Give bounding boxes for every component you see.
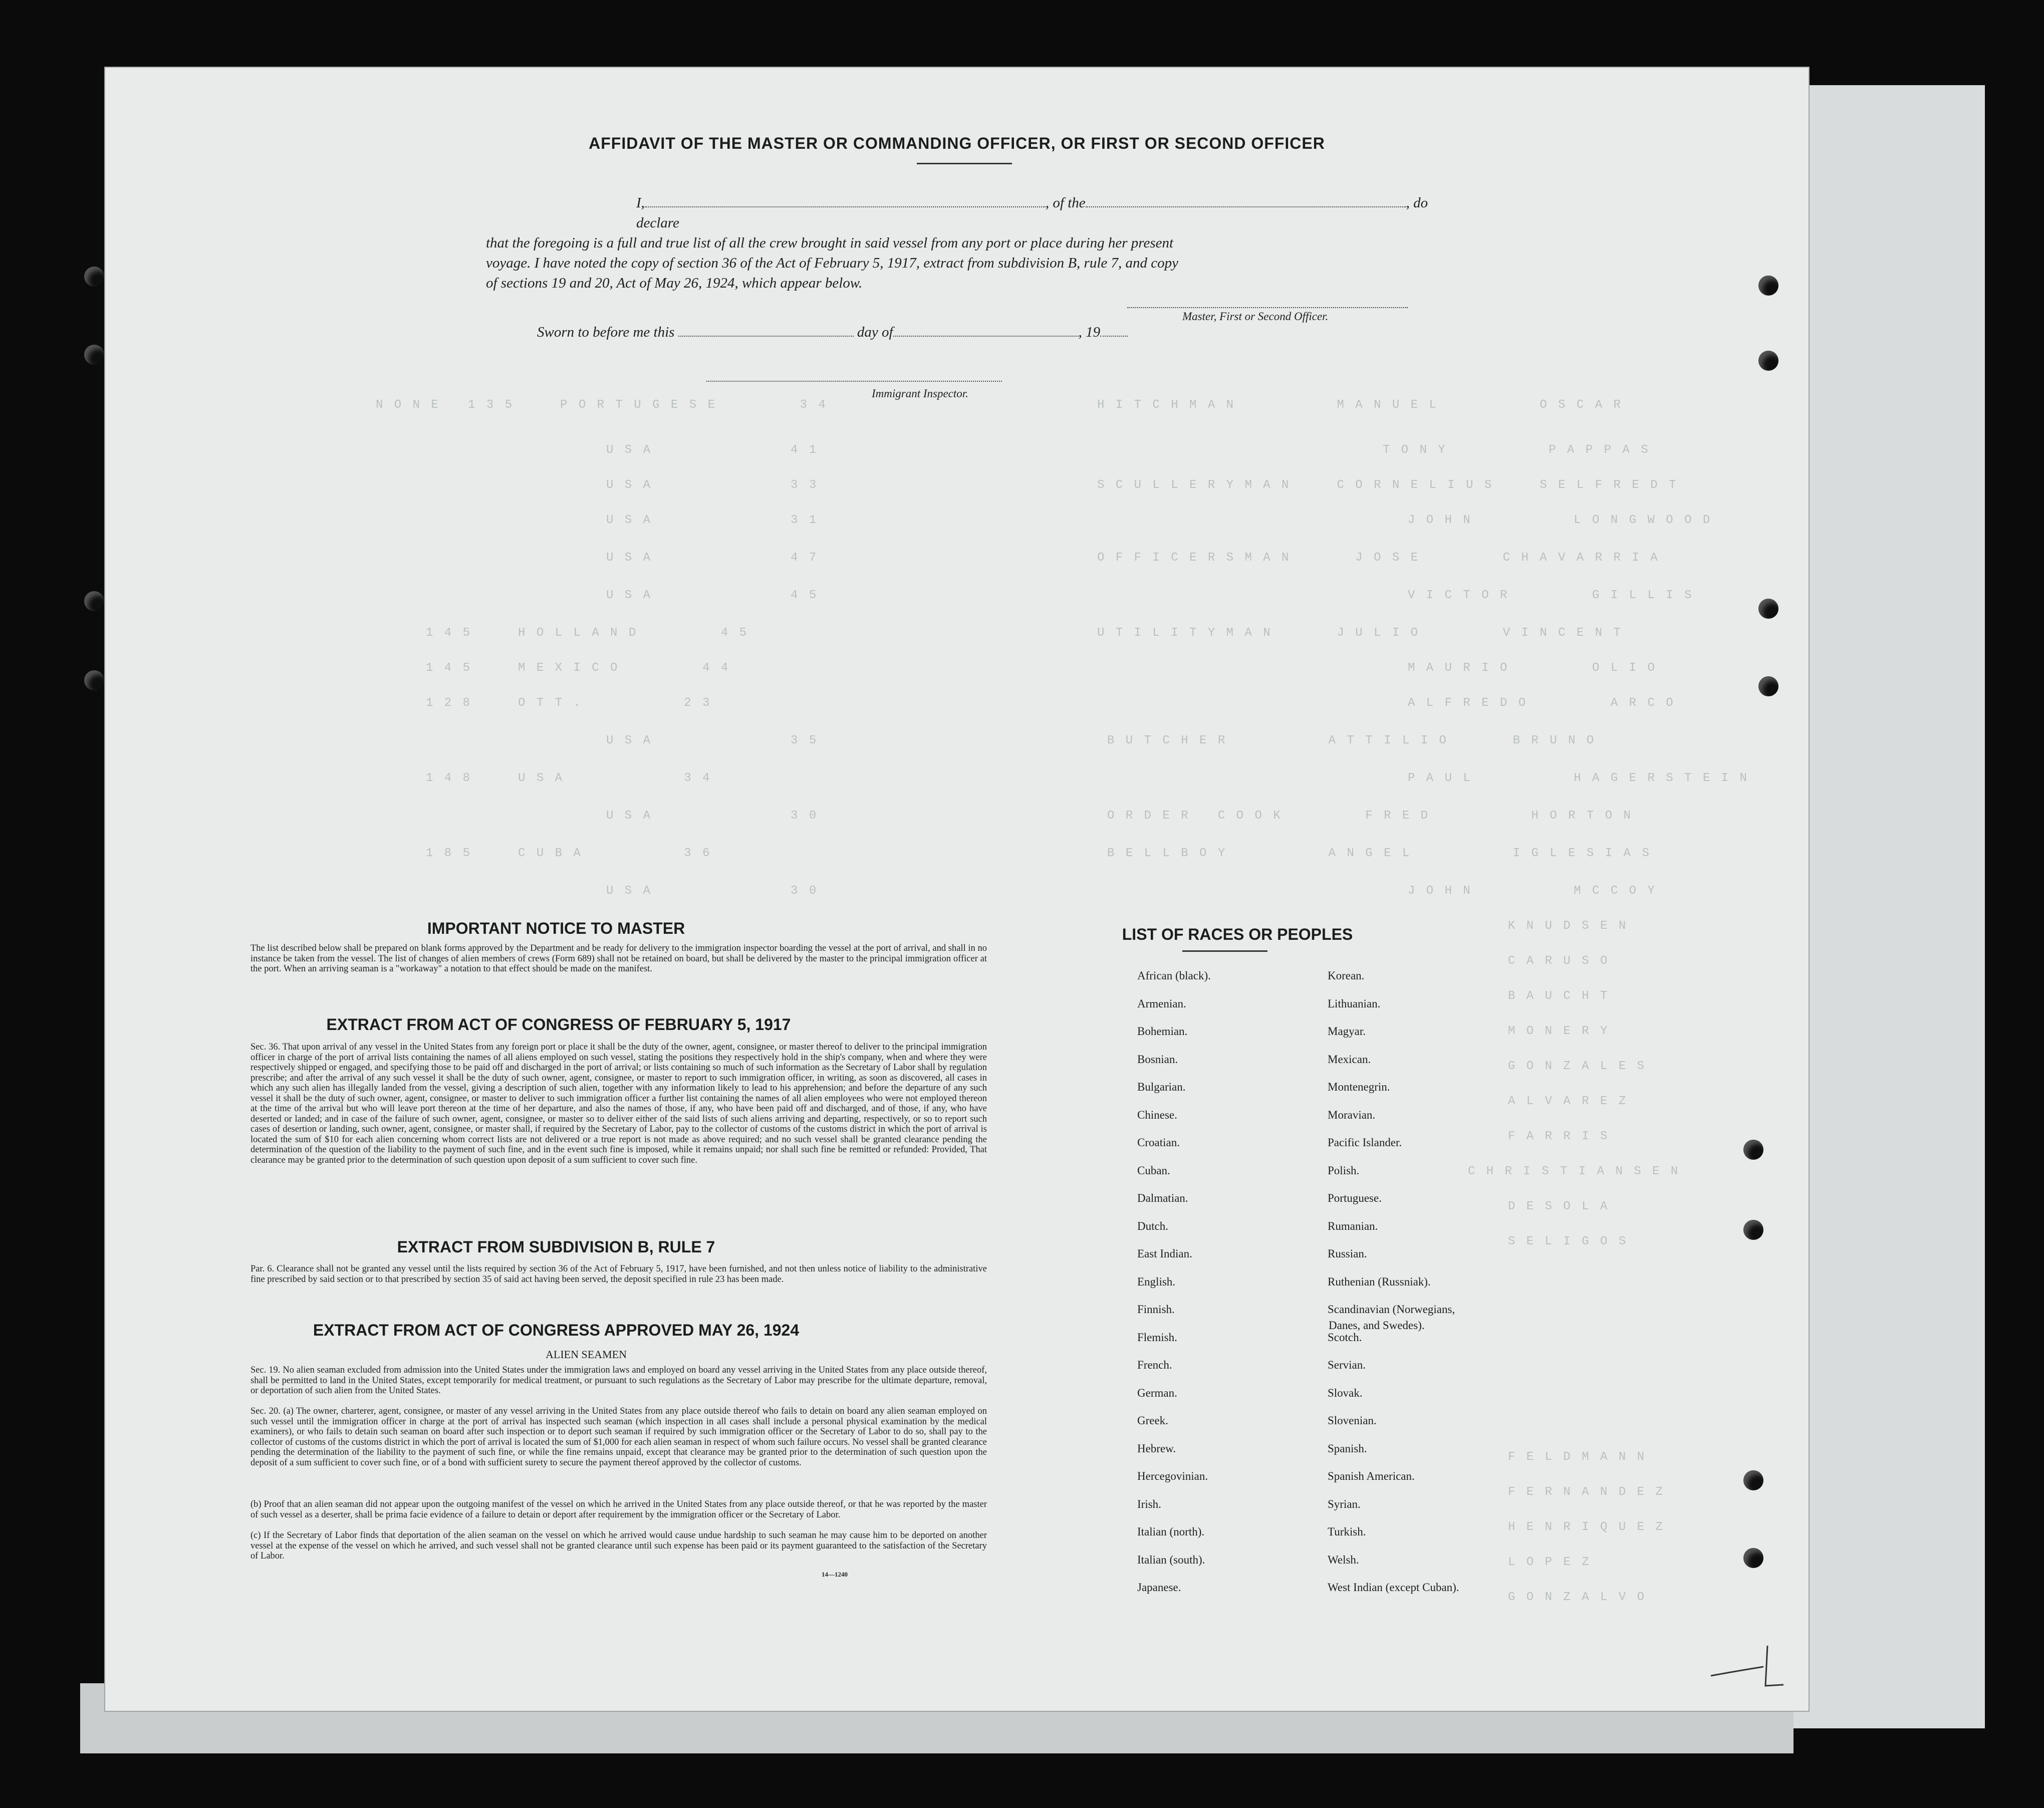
bleed-through-row: H E N R I Q U E Z [1508,1520,1665,1534]
bleed-through-row: U S A 3 3 [606,478,819,492]
sec-20c-text: (c) If the Secretary of Labor finds that deportation of the alien seaman on the vessel on which he arrived would cause undue hardship to such seaman he may cause him to be deported on another vessel at the expense of the vessel on which he arrived, and such vessel shall not be granted clearance until such expense has been paid or its payment guaranteed to the satisfaction of the Secretary of Labor. [250,1530,987,1561]
race-item: East Indian. [1137,1247,1192,1260]
page-hole-3 [1758,599,1778,619]
race-item: Slovak. [1328,1386,1363,1399]
sworn-month-blank[interactable] [893,326,1079,337]
race-item: Cuban. [1137,1164,1170,1177]
bleed-through-row: 1 4 8 U S A 3 4 [426,771,712,785]
page-hole-6 [1743,1220,1763,1240]
race-item: Scotch. [1328,1331,1362,1344]
bleed-through-row: H I T C H M A N M A N U E L O S C A R [1097,398,1623,412]
subdivision-b-text: Par. 6. Clearance shall not be granted any vessel until the lists required by section 36 of the Act of February 5, 1917, have been furnished, and not then unless notice of liability to the administrative fine prescribed by said section or to that prescribed by section 35 of said act having been served, the deposit specified in rule 23 has been made. [250,1264,987,1284]
notice-title: IMPORTANT NOTICE TO MASTER [427,919,685,937]
race-item: Mexican. [1328,1053,1371,1066]
bleed-through-row: U S A 3 1 [606,513,819,527]
bleed-through-row: L O P E Z [1508,1556,1591,1569]
binder-hole-1 [84,267,104,287]
race-item: Ruthenian (Russniak). [1328,1275,1431,1288]
sworn-day-blank[interactable] [678,326,854,337]
bleed-through-row: V I C T O R G I L L I S [1408,589,1694,602]
bleed-through-row: 1 4 5 H O L L A N D 4 5 [426,626,749,640]
race-item: Flemish. [1137,1331,1177,1344]
alien-seamen-subtitle: ALIEN SEAMEN [546,1348,627,1361]
bleed-through-row: O R D E R C O O K F R E D H O R T O N [1107,809,1633,823]
affidavit-line-2: that the foregoing is a full and true list of all the crew brought in said vessel from any port or place during her present [486,235,1174,251]
race-item: Dalmatian. [1137,1192,1188,1204]
bleed-through-row: P A U L H A G E R S T E I N [1408,771,1749,785]
race-item: Russian. [1328,1247,1367,1260]
bleed-through-row: J O H N M C C O Y [1408,884,1657,898]
race-item: English. [1137,1275,1176,1288]
bleed-through-row: K N U D S E N [1508,919,1628,933]
bleed-through-row: C H R I S T I A N S E N [1468,1165,1680,1178]
race-item: Italian (south). [1137,1553,1205,1566]
bleed-through-row: C A R U S O [1508,954,1610,968]
race-item: Finnish. [1137,1303,1175,1316]
race-item: Bohemian. [1137,1025,1188,1038]
extract-1917-text: Sec. 36. That upon arrival of any vessel in the United States from any foreign port or place it shall be the duty of the owner, agent, consignee, or master thereof to deliver to the principal immigration officer in charge of the port of arrival lists containing the names of all aliens employed on such vessel, stating the positions they respectively hold in the ship's company, when and where they were respectively shipped or engaged, and specifying those to be paid off and discharged in the port of arrival; or lists containing so much of such information as the Secretary of Labor shall by regulation prescribe; and after the arrival of any such vessel it shall be the duty of such owner, agent, consignee, or master to report to such immigration officer, in writing, as soon as discovered, all cases in which any such alien has illegally landed from the vessel, giving a description of such alien, together with any information likely to lead to his apprehension; and before the departure of any such vessel it shall be the duty of such owner, agent, consignee, or master to deliver to such immigration officer a further list containing the names of all alien employees who were not employed thereon at the time of the arrival but who will leave port thereon at the time of her departure, and also the names of those, if any, who have been paid off and discharged, and of those, if any, who have deserted or landed; and in case of the failure of such owner, agent, consignee, or master so to deliver either of the said lists of such aliens arriving and departing, respectively, or so to report such cases of desertion or landing, such owner, agent, consignee, or master shall, if required by the Secretary of Labor, pay to the collector of customs of the customs district in which the port of arrival is located the sum of $10 for each alien concerning whom correct lists are not delivered or a true report is not made as above required; and no such vessel shall be granted clearance pending the determination of the question of the liability to the payment of such fine, and in the event such fine is imposed, while it remains unpaid; nor shall such fine be remitted or refunded: Provided, That clearance may be granted prior to the determination of such question upon deposit of a sum sufficient to cover such fine. [250,1042,987,1165]
bleed-through-row: U S A 3 0 [606,809,819,823]
page-hole-1 [1758,276,1778,296]
bleed-through-row: N O N E 1 3 5 P O R T U G E S E 3 4 [376,398,828,412]
bleed-through-row: A L F R E D O A R C O [1408,696,1675,710]
race-item: Spanish American. [1328,1470,1415,1482]
race-item: West Indian (except Cuban). [1328,1581,1459,1594]
sec-20a-text: Sec. 20. (a) The owner, charterer, agent, consignee, or master of any vessel arriving in the United States from any place outside thereof who fails to detain on board any alien seaman employed on such vessel until the immigration officer in charge at the port of arrival has inspected such seaman (which inspection in all cases shall include a personal physical examination by the medical examiners), or who fails to detain such seaman on board after such inspection or to deport such seaman if required by such immigration officer or the Secretary of Labor to do so, shall pay to the collector of customs of the customs district in which the port of arrival is located the sum of $1,000 for each alien seaman in respect of whom such failure occurs. No vessel shall be granted clearance pending the determination of the liability to the payment of such fine, or while the fine remains unpaid, except that clearance may be granted prior to the determination of such question upon the deposit of a sum sufficient to cover such fine, or of a bond with sufficient surety to secure the payment thereof approved by the collector of customs. [250,1406,987,1468]
bleed-through-row: 1 4 5 M E X I C O 4 4 [426,661,730,675]
bleed-through-row: U S A 3 5 [606,734,819,747]
extract-1917-title: EXTRACT FROM ACT OF CONGRESS OF FEBRUARY 5, 1917 [326,1015,791,1034]
race-item: Rumanian. [1328,1219,1378,1232]
race-item: Welsh. [1328,1553,1359,1566]
race-scandinavian-continued: Danes, and Swedes). [1329,1319,1425,1332]
race-item: Hebrew. [1137,1442,1176,1455]
binder-hole-4 [84,670,104,690]
vessel-name-blank[interactable] [1086,195,1406,207]
bleed-through-row: U T I L I T Y M A N J U L I O V I N C E N T [1097,626,1623,640]
inspector-signature-label: Immigrant Inspector. [872,387,968,400]
bleed-through-row: S C U L L E R Y M A N C O R N E L I U S S E L F R E D T [1097,478,1678,492]
race-item: Pacific Islander. [1328,1136,1402,1149]
races-title-underline [1182,950,1267,952]
master-signature-label: Master, First or Second Officer. [1182,310,1329,323]
race-item: Servian. [1328,1359,1366,1371]
race-item: Slovenian. [1328,1414,1377,1427]
affidavit-line-3: voyage. I have noted the copy of section 36 of the Act of February 5, 1917, extract from subdivision B, rule 7, and copy [486,255,1179,271]
bleed-through-row: F A R R I S [1508,1130,1610,1143]
master-signature-line[interactable] [1127,307,1408,308]
form-number: 14—1240 [822,1571,848,1578]
race-item: Italian (north). [1137,1525,1205,1538]
bleed-through-row: J O H N L O N G W O O D [1408,513,1712,527]
sec-19-text: Sec. 19. No alien seaman excluded from admission into the United States under the immigration laws and employed on board any vessel arriving in the United States from any place outside thereof, shall be permitted to land in the United States, except temporarily for medical treatment, or pursuant to such regulations as the Secretary of Labor may prescribe for the ultimate departure, removal, or deportation of such alien from the United States. [250,1365,987,1396]
race-item: Japanese. [1137,1581,1181,1594]
bleed-through-row: T O N Y P A P P A S [1383,443,1650,457]
race-item: Croatian. [1137,1136,1180,1149]
affidavit-title: AFFIDAVIT OF THE MASTER OR COMMANDING OFFICER, OR FIRST OR SECOND OFFICER [589,134,1325,152]
inspector-signature-line[interactable] [706,381,1002,382]
bleed-through-row: B U T C H E R A T T I L I O B R U N O [1107,734,1596,747]
bleed-through-row: A L V A R E Z [1508,1095,1628,1108]
races-title: LIST OF RACES OR PEOPLES [1122,925,1353,943]
sec-20b-text: (b) Proof that an alien seaman did not appear upon the outgoing manifest of the vessel on which he arrived in the United States from any place outside thereof, or that he was reported by the master of such vessel as a deserter, shall be prima facie evidence of a failure to detain or deport after requirement by the immigration officer or the Secretary of Labor. [250,1499,987,1520]
bleed-through-row: F E L D M A N N [1508,1450,1647,1464]
bleed-through-row: 1 8 5 C U B A 3 6 [426,847,712,860]
race-item: Bosnian. [1137,1053,1178,1066]
race-item: Magyar. [1328,1025,1366,1038]
race-item: African (black). [1137,969,1211,982]
sworn-year-blank[interactable] [1100,326,1128,337]
bleed-through-row: S E L I G O S [1508,1235,1628,1248]
race-item: Portuguese. [1328,1192,1382,1204]
race-item: French. [1137,1359,1172,1371]
bleed-through-row: M O N E R Y [1508,1024,1610,1038]
binder-hole-3 [84,591,104,611]
binder-hole-2 [84,345,104,365]
page-hole-8 [1743,1548,1763,1568]
race-item: Hercegovinian. [1137,1470,1208,1482]
bleed-through-row: G O N Z A L E S [1508,1060,1647,1073]
notice-text: The list described below shall be prepared on blank forms approved by the Department and be ready for delivery to the immigration inspector boarding the vessel at the port of arrival, and shall in no instance be taken from the vessel. The list of changes of alien members of crews (Form 689) shall not be retained on board, but shall be delivered by the master to the principal immigration officer at the port. When an arriving seaman is a "workaway" a notation to that effect should be made on the manifest. [250,943,987,974]
sworn-line: Sworn to before me this day of , 19 [537,324,1128,341]
bleed-through-row: M A U R I O O L I O [1408,661,1657,675]
race-item: Spanish. [1328,1442,1367,1455]
affidavit-line-4: of sections 19 and 20, Act of May 26, 1924, which appear below. [486,275,863,291]
bleed-through-row: O F F I C E R S M A N J O S E C H A V A R R I A [1097,551,1660,565]
race-item: Scandinavian (Norwegians, [1328,1303,1455,1316]
form-page [105,68,1809,1711]
race-item: Polish. [1328,1164,1360,1177]
race-item: Turkish. [1328,1525,1366,1538]
page-hole-2 [1758,351,1778,371]
race-item: Chinese. [1137,1108,1177,1121]
bleed-through-row: B E L L B O Y A N G E L I G L E S I A S [1107,847,1651,860]
officer-name-blank[interactable] [645,195,1046,207]
bleed-through-row: G O N Z A L V O [1508,1591,1647,1604]
bleed-through-row: U S A 3 0 [606,884,819,898]
race-item: Korean. [1328,969,1365,982]
race-item: Moravian. [1328,1108,1376,1121]
bleed-through-row: U S A 4 5 [606,589,819,602]
affidavit-declaration [486,193,1438,293]
race-item: Irish. [1137,1497,1161,1510]
bleed-through-row: U S A 4 7 [606,551,819,565]
title-underline [917,163,1012,164]
bleed-through-row: B A U C H T [1508,989,1610,1003]
page-hole-7 [1743,1470,1763,1490]
bleed-through-row: 1 2 8 O T T . 2 3 [426,696,712,710]
bleed-through-row: U S A 4 1 [606,443,819,457]
affidavit-line-1: I, , of the , do declare [636,195,1428,231]
race-item: Lithuanian. [1328,997,1381,1010]
bleed-through-row: D E S O L A [1508,1200,1610,1213]
extract-1924-title: EXTRACT FROM ACT OF CONGRESS APPROVED MAY 26, 1924 [313,1321,800,1339]
race-item: Armenian. [1137,997,1186,1010]
page-hole-4 [1758,676,1778,696]
race-item: Greek. [1137,1414,1168,1427]
race-item: Bulgarian. [1137,1081,1186,1093]
subdivision-b-title: EXTRACT FROM SUBDIVISION B, RULE 7 [397,1238,715,1256]
bleed-through-row: F E R N A N D E Z [1508,1485,1665,1499]
check-mark [1708,1636,1788,1691]
race-item: Dutch. [1137,1219,1168,1232]
race-item: German. [1137,1386,1177,1399]
page-hole-5 [1743,1140,1763,1160]
race-item: Syrian. [1328,1497,1361,1510]
race-item: Montenegrin. [1328,1081,1390,1093]
